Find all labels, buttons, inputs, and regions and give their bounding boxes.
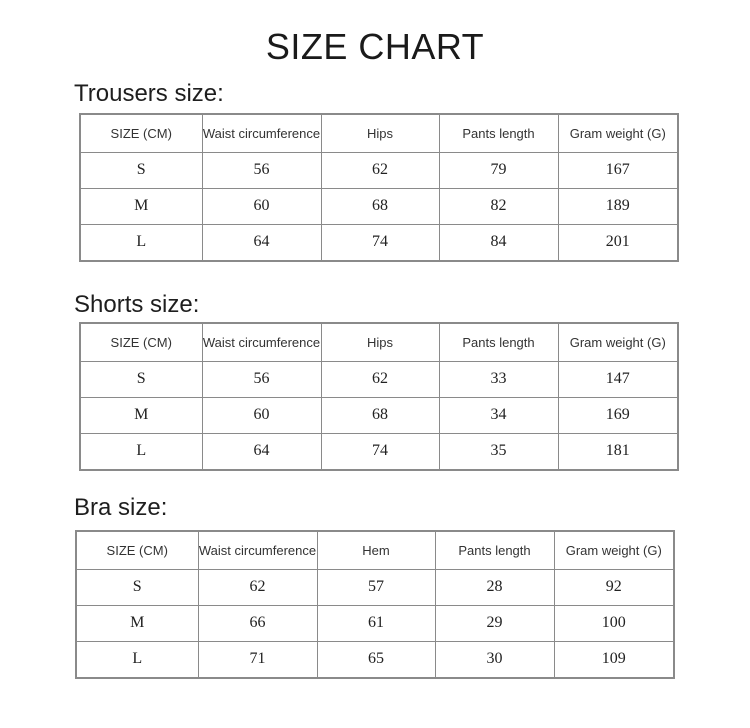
table-header-row [80, 114, 678, 152]
cell-size: S [80, 361, 202, 397]
cell-gram-weight: 201 [558, 224, 678, 261]
header-pants-length: Pants length [439, 323, 558, 361]
cell-gram-weight: 92 [554, 569, 674, 605]
cell-pants-length: 28 [435, 569, 554, 605]
cell-waist: 60 [202, 188, 321, 224]
cell-gram-weight: 100 [554, 605, 674, 641]
shorts-size-table [79, 322, 679, 471]
cell-size: M [80, 397, 202, 433]
trousers-size-table [79, 113, 679, 262]
cell-size: M [76, 605, 198, 641]
cell-hem: 65 [317, 641, 435, 678]
header-waist: Waist circumference [202, 323, 321, 361]
table-row [80, 397, 678, 433]
cell-waist: 71 [198, 641, 317, 678]
table-row [80, 433, 678, 470]
header-hem: Hem [317, 531, 435, 569]
cell-hips: 74 [321, 224, 439, 261]
cell-hips: 68 [321, 188, 439, 224]
cell-waist: 56 [202, 361, 321, 397]
bra-section-title: Bra size: [74, 494, 168, 521]
table-row [80, 361, 678, 397]
header-waist: Waist circumference [198, 531, 317, 569]
cell-hips: 62 [321, 152, 439, 188]
cell-size: M [80, 188, 202, 224]
table-header-row [76, 531, 674, 569]
cell-pants-length: 35 [439, 433, 558, 470]
table-header-row [80, 323, 678, 361]
table-row [76, 641, 674, 678]
cell-pants-length: 30 [435, 641, 554, 678]
table-row [80, 224, 678, 261]
cell-gram-weight: 147 [558, 361, 678, 397]
cell-pants-length: 79 [439, 152, 558, 188]
cell-hips: 68 [321, 397, 439, 433]
header-waist: Waist circumference [202, 114, 321, 152]
header-size: SIZE (CM) [76, 531, 198, 569]
shorts-section-title: Shorts size: [74, 291, 200, 318]
cell-gram-weight: 189 [558, 188, 678, 224]
cell-waist: 64 [202, 433, 321, 470]
cell-size: L [80, 224, 202, 261]
cell-pants-length: 34 [439, 397, 558, 433]
cell-waist: 60 [202, 397, 321, 433]
cell-waist: 64 [202, 224, 321, 261]
cell-waist: 62 [198, 569, 317, 605]
trousers-section-title: Trousers size: [74, 80, 224, 107]
page-title: SIZE CHART [265, 26, 485, 67]
header-gram-weight: Gram weight (G) [558, 323, 678, 361]
cell-waist: 56 [202, 152, 321, 188]
cell-waist: 66 [198, 605, 317, 641]
table-row [80, 152, 678, 188]
cell-size: L [76, 641, 198, 678]
cell-pants-length: 84 [439, 224, 558, 261]
header-size: SIZE (CM) [80, 114, 202, 152]
cell-size: S [80, 152, 202, 188]
header-hips: Hips [321, 114, 439, 152]
header-size: SIZE (CM) [80, 323, 202, 361]
table-row [76, 605, 674, 641]
header-pants-length: Pants length [435, 531, 554, 569]
cell-pants-length: 33 [439, 361, 558, 397]
table-row [76, 569, 674, 605]
table-row [80, 188, 678, 224]
cell-size: L [80, 433, 202, 470]
header-gram-weight: Gram weight (G) [558, 114, 678, 152]
cell-hips: 74 [321, 433, 439, 470]
header-hips: Hips [321, 323, 439, 361]
cell-hips: 62 [321, 361, 439, 397]
cell-hem: 61 [317, 605, 435, 641]
cell-pants-length: 82 [439, 188, 558, 224]
header-gram-weight: Gram weight (G) [554, 531, 674, 569]
bra-size-table [75, 530, 675, 679]
cell-size: S [76, 569, 198, 605]
cell-pants-length: 29 [435, 605, 554, 641]
cell-gram-weight: 181 [558, 433, 678, 470]
cell-gram-weight: 109 [554, 641, 674, 678]
cell-gram-weight: 167 [558, 152, 678, 188]
header-pants-length: Pants length [439, 114, 558, 152]
cell-hem: 57 [317, 569, 435, 605]
cell-gram-weight: 169 [558, 397, 678, 433]
